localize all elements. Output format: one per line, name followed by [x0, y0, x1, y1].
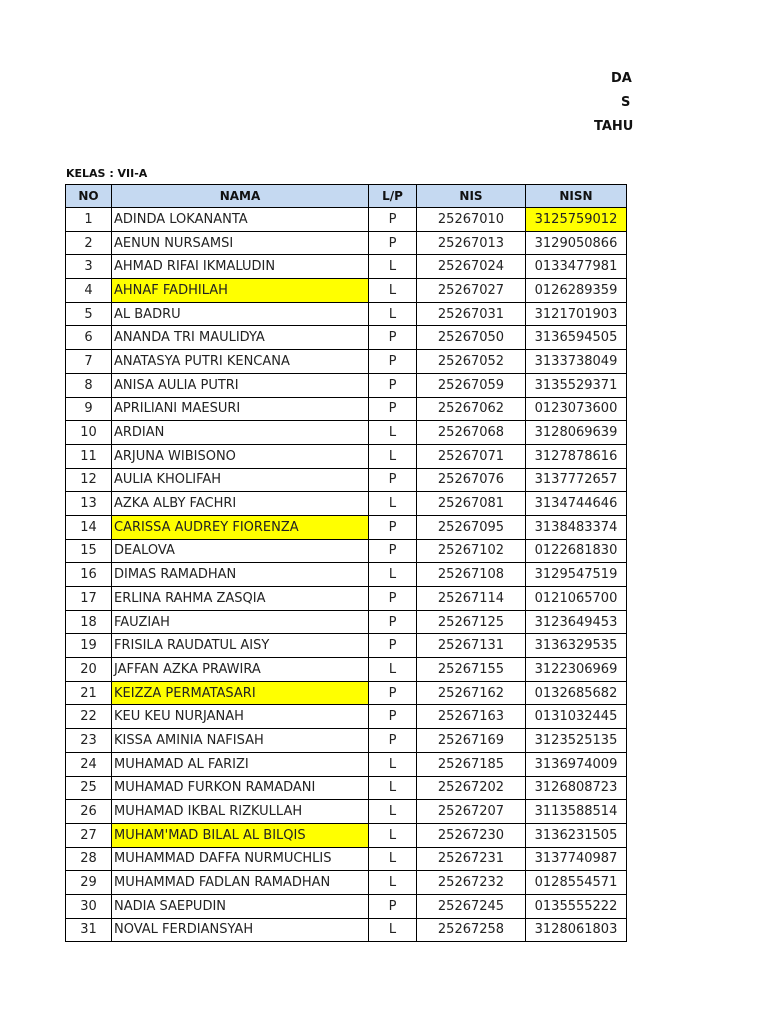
nisn-cell: 3134744646: [526, 492, 627, 516]
nisn-cell: 0123073600: [526, 397, 627, 421]
gender-cell: L: [369, 563, 417, 587]
gender-cell: P: [369, 729, 417, 753]
student-name-cell: KEIZZA PERMATASARI: [112, 681, 369, 705]
gender-cell: L: [369, 255, 417, 279]
table-header-row: [66, 185, 627, 208]
gender-cell: P: [369, 208, 417, 232]
gender-cell: P: [369, 397, 417, 421]
nis-cell: 25267013: [417, 231, 526, 255]
row-number-cell: 23: [66, 729, 112, 753]
nis-cell: 25267131: [417, 634, 526, 658]
nisn-cell: 3137772657: [526, 468, 627, 492]
student-name-cell: ARDIAN: [112, 421, 369, 445]
nisn-cell: 0126289359: [526, 279, 627, 303]
document-title-line-1: DA: [611, 71, 632, 86]
student-name-cell: DEALOVA: [112, 539, 369, 563]
nisn-cell: 3126808723: [526, 776, 627, 800]
nisn-cell: 3133738049: [526, 350, 627, 374]
table-row: [66, 894, 627, 918]
row-number-cell: 26: [66, 800, 112, 824]
student-name-cell: FRISILA RAUDATUL AISY: [112, 634, 369, 658]
student-name-cell: AZKA ALBY FACHRI: [112, 492, 369, 516]
gender-cell: P: [369, 587, 417, 611]
student-name-cell: ARJUNA WIBISONO: [112, 444, 369, 468]
nis-cell: 25267114: [417, 587, 526, 611]
row-number-cell: 25: [66, 776, 112, 800]
nis-cell: 25267231: [417, 847, 526, 871]
nis-cell: 25267102: [417, 539, 526, 563]
gender-cell: L: [369, 776, 417, 800]
nis-cell: 25267062: [417, 397, 526, 421]
table-row: [66, 634, 627, 658]
student-name-cell: AHMAD RIFAI IKMALUDIN: [112, 255, 369, 279]
nisn-cell: 3129547519: [526, 563, 627, 587]
table-row: [66, 918, 627, 942]
row-number-cell: 1: [66, 208, 112, 232]
nis-cell: 25267068: [417, 421, 526, 445]
nis-cell: 25267162: [417, 681, 526, 705]
student-name-cell: MUHAMAD IKBAL RIZKULLAH: [112, 800, 369, 824]
student-name-cell: ANISA AULIA PUTRI: [112, 373, 369, 397]
table-row: [66, 539, 627, 563]
nisn-cell: 3122306969: [526, 658, 627, 682]
student-name-cell: KEU KEU NURJANAH: [112, 705, 369, 729]
gender-cell: P: [369, 373, 417, 397]
nis-cell: 25267081: [417, 492, 526, 516]
student-name-cell: ANATASYA PUTRI KENCANA: [112, 350, 369, 374]
table-row: [66, 421, 627, 445]
nis-cell: 25267169: [417, 729, 526, 753]
row-number-cell: 2: [66, 231, 112, 255]
gender-cell: P: [369, 610, 417, 634]
row-number-cell: 13: [66, 492, 112, 516]
gender-cell: L: [369, 871, 417, 895]
student-table: [65, 184, 627, 942]
nis-cell: 25267245: [417, 894, 526, 918]
table-row: [66, 208, 627, 232]
table-row: [66, 752, 627, 776]
nisn-cell: 0133477981: [526, 255, 627, 279]
student-name-cell: JAFFAN AZKA PRAWIRA: [112, 658, 369, 682]
row-number-cell: 31: [66, 918, 112, 942]
table-row: [66, 350, 627, 374]
nisn-cell: 3127878616: [526, 444, 627, 468]
row-number-cell: 11: [66, 444, 112, 468]
gender-cell: P: [369, 231, 417, 255]
student-name-cell: DIMAS RAMADHAN: [112, 563, 369, 587]
gender-cell: L: [369, 918, 417, 942]
row-number-cell: 9: [66, 397, 112, 421]
row-number-cell: 10: [66, 421, 112, 445]
row-number-cell: 17: [66, 587, 112, 611]
nisn-cell: 3136231505: [526, 823, 627, 847]
nisn-cell: 3113588514: [526, 800, 627, 824]
nisn-cell: 3125759012: [526, 208, 627, 232]
table-row: [66, 587, 627, 611]
column-header-nis: NIS: [417, 185, 526, 208]
nisn-cell: 3121701903: [526, 302, 627, 326]
table-row: [66, 326, 627, 350]
nisn-cell: 3128061803: [526, 918, 627, 942]
nis-cell: 25267027: [417, 279, 526, 303]
nis-cell: 25267052: [417, 350, 526, 374]
table-row: [66, 302, 627, 326]
table-row: [66, 279, 627, 303]
gender-cell: P: [369, 326, 417, 350]
gender-cell: P: [369, 634, 417, 658]
nisn-cell: 3136974009: [526, 752, 627, 776]
nisn-cell: 0132685682: [526, 681, 627, 705]
gender-cell: P: [369, 539, 417, 563]
table-row: [66, 871, 627, 895]
row-number-cell: 30: [66, 894, 112, 918]
nis-cell: 25267202: [417, 776, 526, 800]
gender-cell: L: [369, 444, 417, 468]
nisn-cell: 0128554571: [526, 871, 627, 895]
row-number-cell: 3: [66, 255, 112, 279]
nis-cell: 25267258: [417, 918, 526, 942]
nis-cell: 25267155: [417, 658, 526, 682]
row-number-cell: 14: [66, 515, 112, 539]
table-row: [66, 681, 627, 705]
row-number-cell: 22: [66, 705, 112, 729]
table-row: [66, 800, 627, 824]
nis-cell: 25267059: [417, 373, 526, 397]
row-number-cell: 18: [66, 610, 112, 634]
table-row: [66, 705, 627, 729]
student-name-cell: ADINDA LOKANANTA: [112, 208, 369, 232]
gender-cell: L: [369, 847, 417, 871]
gender-cell: L: [369, 658, 417, 682]
nisn-cell: 0122681830: [526, 539, 627, 563]
nis-cell: 25267050: [417, 326, 526, 350]
student-name-cell: FAUZIAH: [112, 610, 369, 634]
gender-cell: P: [369, 515, 417, 539]
class-label: KELAS : VII-A: [66, 167, 148, 180]
student-name-cell: AL BADRU: [112, 302, 369, 326]
student-name-cell: AENUN NURSAMSI: [112, 231, 369, 255]
student-name-cell: MUHAMMAD FADLAN RAMADHAN: [112, 871, 369, 895]
nisn-cell: 0121065700: [526, 587, 627, 611]
row-number-cell: 28: [66, 847, 112, 871]
nisn-cell: 3138483374: [526, 515, 627, 539]
student-name-cell: MUHAMAD AL FARIZI: [112, 752, 369, 776]
gender-cell: P: [369, 350, 417, 374]
row-number-cell: 15: [66, 539, 112, 563]
table-row: [66, 373, 627, 397]
table-row: [66, 776, 627, 800]
row-number-cell: 6: [66, 326, 112, 350]
table-row: [66, 729, 627, 753]
nis-cell: 25267230: [417, 823, 526, 847]
table-row: [66, 610, 627, 634]
student-name-cell: ERLINA RAHMA ZASQIA: [112, 587, 369, 611]
nis-cell: 25267108: [417, 563, 526, 587]
nisn-cell: 3128069639: [526, 421, 627, 445]
nis-cell: 25267071: [417, 444, 526, 468]
nis-cell: 25267232: [417, 871, 526, 895]
student-name-cell: ANANDA TRI MAULIDYA: [112, 326, 369, 350]
nisn-cell: 3123525135: [526, 729, 627, 753]
nisn-cell: 0131032445: [526, 705, 627, 729]
table-row: [66, 658, 627, 682]
student-name-cell: AHNAF FADHILAH: [112, 279, 369, 303]
row-number-cell: 19: [66, 634, 112, 658]
row-number-cell: 24: [66, 752, 112, 776]
nisn-cell: 3136329535: [526, 634, 627, 658]
nisn-cell: 3135529371: [526, 373, 627, 397]
row-number-cell: 7: [66, 350, 112, 374]
nisn-cell: 3136594505: [526, 326, 627, 350]
gender-cell: L: [369, 823, 417, 847]
nis-cell: 25267207: [417, 800, 526, 824]
table-row: [66, 492, 627, 516]
table-row: [66, 255, 627, 279]
student-name-cell: AULIA KHOLIFAH: [112, 468, 369, 492]
gender-cell: L: [369, 492, 417, 516]
student-name-cell: KISSA AMINIA NAFISAH: [112, 729, 369, 753]
nis-cell: 25267185: [417, 752, 526, 776]
student-name-cell: MUHAMAD FURKON RAMADANI: [112, 776, 369, 800]
nisn-cell: 3123649453: [526, 610, 627, 634]
gender-cell: P: [369, 681, 417, 705]
table-row: [66, 847, 627, 871]
row-number-cell: 16: [66, 563, 112, 587]
gender-cell: L: [369, 800, 417, 824]
column-header-nama: NAMA: [112, 185, 369, 208]
row-number-cell: 21: [66, 681, 112, 705]
nisn-cell: 3137740987: [526, 847, 627, 871]
student-name-cell: CARISSA AUDREY FIORENZA: [112, 515, 369, 539]
gender-cell: P: [369, 705, 417, 729]
column-header-no: NO: [66, 185, 112, 208]
student-name-cell: NOVAL FERDIANSYAH: [112, 918, 369, 942]
row-number-cell: 8: [66, 373, 112, 397]
row-number-cell: 29: [66, 871, 112, 895]
nis-cell: 25267095: [417, 515, 526, 539]
gender-cell: L: [369, 421, 417, 445]
row-number-cell: 20: [66, 658, 112, 682]
table-row: [66, 444, 627, 468]
gender-cell: L: [369, 302, 417, 326]
student-name-cell: MUHAM'MAD BILAL AL BILQIS: [112, 823, 369, 847]
student-name-cell: NADIA SAEPUDIN: [112, 894, 369, 918]
student-name-cell: MUHAMMAD DAFFA NURMUCHLIS: [112, 847, 369, 871]
column-header-nisn: NISN: [526, 185, 627, 208]
table-row: [66, 823, 627, 847]
column-header-lp: L/P: [369, 185, 417, 208]
nis-cell: 25267163: [417, 705, 526, 729]
nisn-cell: 0135555222: [526, 894, 627, 918]
gender-cell: L: [369, 279, 417, 303]
nisn-cell: 3129050866: [526, 231, 627, 255]
gender-cell: P: [369, 468, 417, 492]
table-row: [66, 397, 627, 421]
row-number-cell: 5: [66, 302, 112, 326]
gender-cell: P: [369, 894, 417, 918]
table-row: [66, 515, 627, 539]
table-row: [66, 231, 627, 255]
row-number-cell: 27: [66, 823, 112, 847]
nis-cell: 25267031: [417, 302, 526, 326]
nis-cell: 25267010: [417, 208, 526, 232]
row-number-cell: 4: [66, 279, 112, 303]
document-title-line-2: S: [621, 95, 631, 110]
student-name-cell: APRILIANI MAESURI: [112, 397, 369, 421]
nis-cell: 25267125: [417, 610, 526, 634]
gender-cell: L: [369, 752, 417, 776]
document-title-line-3: TAHU: [594, 119, 634, 134]
nis-cell: 25267024: [417, 255, 526, 279]
table-body: [66, 208, 627, 942]
table-row: [66, 468, 627, 492]
row-number-cell: 12: [66, 468, 112, 492]
nis-cell: 25267076: [417, 468, 526, 492]
table-row: [66, 563, 627, 587]
